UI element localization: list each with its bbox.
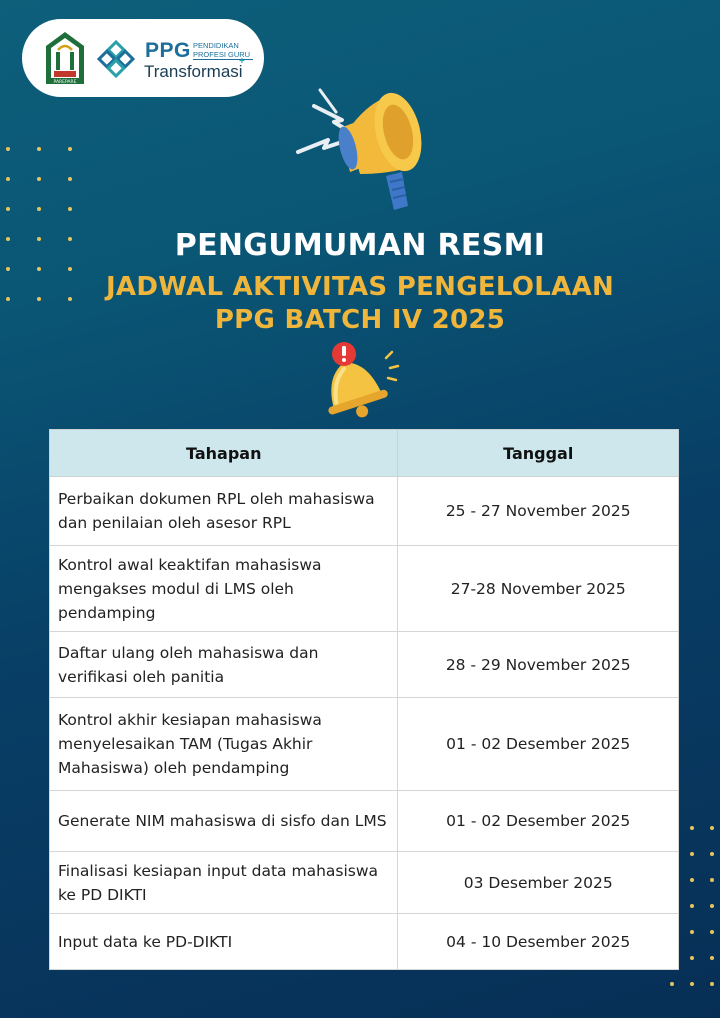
- university-crest-icon: [42, 28, 88, 88]
- table-row: [50, 546, 679, 632]
- ppg-plus: +: [239, 56, 245, 67]
- date-cell: 01 - 02 Desember 2025: [398, 698, 679, 791]
- announcement-title: PENGUMUMAN RESMI: [174, 228, 546, 263]
- ppg-transformasi: Transformasi: [144, 62, 243, 81]
- schedule-subtitle-line2: PPG BATCH IV 2025: [214, 305, 506, 335]
- stage-cell: Kontrol awal keaktifan mahasiswa mengakses modul di LMS oleh pendamping: [50, 546, 398, 632]
- stage-cell: Generate NIM mahasiswa di sisfo dan LMS: [50, 791, 398, 852]
- schedule-subtitle-line1: JADWAL AKTIVITAS PENGELOLAAN: [105, 272, 615, 302]
- table-row: [50, 477, 679, 546]
- ppg-subtitle-line1: PENDIDIKAN: [193, 41, 239, 50]
- logo-banner: [22, 19, 264, 97]
- ppg-subtitle-line2: PROFESI GURU: [193, 50, 251, 59]
- stage-cell: Daftar ulang oleh mahasiswa dan verifikasi oleh panitia: [50, 632, 398, 698]
- stage-cell: Kontrol akhir kesiapan mahasiswa menyelesaikan TAM (Tugas Akhir Mahasiswa) oleh pendamping: [50, 698, 398, 791]
- table-header-row: [50, 430, 679, 477]
- ppg-mark-icon: [96, 39, 136, 79]
- date-cell: 28 - 29 November 2025: [398, 632, 679, 698]
- date-cell: 25 - 27 November 2025: [398, 477, 679, 546]
- schedule-table: [49, 429, 679, 970]
- date-cell: 04 - 10 Desember 2025: [398, 914, 679, 970]
- stage-cell: Input data ke PD-DIKTI: [50, 914, 398, 970]
- table-row: [50, 852, 679, 914]
- date-cell: 03 Desember 2025: [398, 852, 679, 914]
- table-row: [50, 698, 679, 791]
- bell-alert-icon: [312, 338, 404, 418]
- ppg-wordmark: PPG: [145, 39, 191, 62]
- date-cell: 27-28 November 2025: [398, 546, 679, 632]
- date-cell: 01 - 02 Desember 2025: [398, 791, 679, 852]
- table-row: [50, 791, 679, 852]
- table-row: [50, 914, 679, 970]
- stage-cell: Finalisasi kesiapan input data mahasiswa ke PD DIKTI: [50, 852, 398, 914]
- table-row: [50, 632, 679, 698]
- crest-label: PAREPARE: [53, 80, 77, 85]
- megaphone-icon: [290, 82, 440, 220]
- stage-cell: Perbaikan dokumen RPL oleh mahasiswa dan penilaian oleh asesor RPL: [50, 477, 398, 546]
- header-stage: Tahapan: [50, 430, 398, 477]
- header-date: Tanggal: [398, 430, 679, 477]
